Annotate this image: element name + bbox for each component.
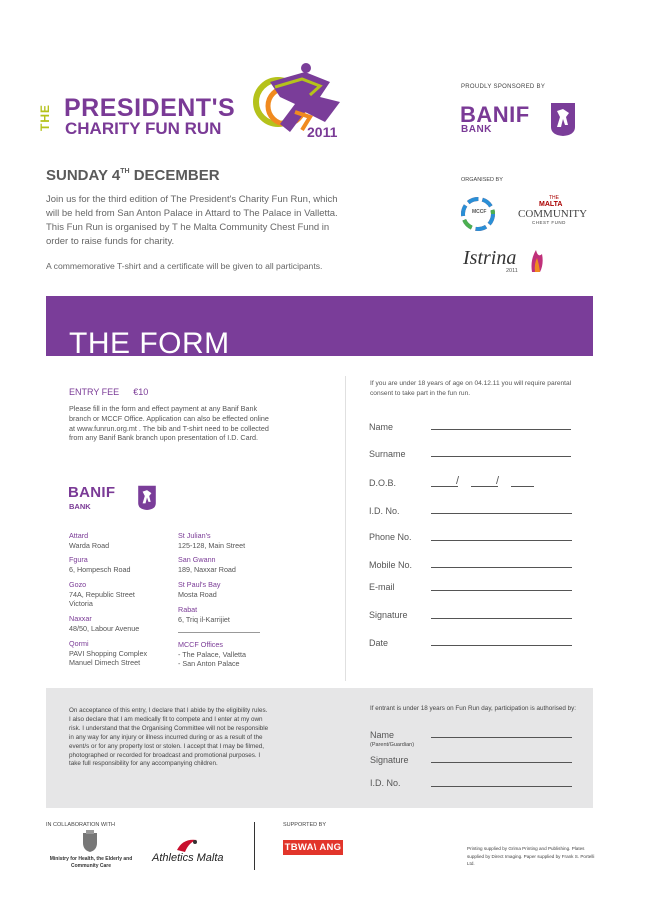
mobile-label: Mobile No. [369, 560, 413, 570]
guardian-id-input-line[interactable] [431, 786, 572, 787]
branch-name: St Paul's Bay [178, 580, 221, 589]
mobile-input-line[interactable] [431, 567, 572, 568]
event-date-prefix: SUNDAY 4 [46, 167, 121, 184]
branch-fgura [69, 555, 131, 574]
name-input-line[interactable] [431, 429, 571, 430]
sponsor-bank-text: BANK [461, 124, 492, 135]
signature-input-line[interactable] [431, 618, 572, 619]
branch-address: 74A, Republic Street [69, 589, 135, 599]
surname-input-line[interactable] [431, 456, 571, 457]
athletics-malta-logo-text: Athletics Malta [152, 852, 224, 864]
branch-address: 48/50, Labour Avenue [69, 623, 140, 633]
form-title: THE FORM [69, 327, 230, 356]
branch-address: 6, Triq il-Karrijiet [178, 614, 230, 624]
event-intro-paragraph: Join us for the third edition of The President's Charity Fun Run, which will be held from San Anton Palace in Attard to The Palace in Valletta. This Fun Run is organised by T he Malta Community Chest Fund in order to raise funds for charity. [46, 194, 338, 247]
collab-label: IN COLLABORATION WITH [46, 822, 115, 828]
branch-st-julians [178, 531, 245, 550]
branch-address: Victoria [69, 599, 93, 608]
branch-address: PAVI Shopping Complex [69, 648, 148, 658]
sponsor-label: PROUDLY SPONSORED BY [461, 84, 546, 90]
branch-st-pauls-bay [178, 580, 221, 599]
guardian-sub-label: (Parent/Guardian) [370, 742, 415, 748]
branch-naxxar [69, 614, 139, 633]
logo-year: 2011 [307, 124, 338, 140]
branches-divider [178, 632, 260, 633]
guardian-auth-note: If entrant is under 18 years on Fun Run day, participation is authorised by: [370, 705, 577, 712]
tbwa-logo: TBWA\ ANG [284, 842, 342, 853]
event-date-sup: TH [120, 168, 130, 175]
surname-label: Surname [369, 449, 406, 459]
phone-input-line[interactable] [431, 540, 572, 541]
branch-address: - San Anton Palace [178, 659, 240, 668]
logo-title-line2: CHARITY FUN RUN [65, 119, 222, 138]
guardian-name-label: Name [370, 730, 395, 740]
malta-crest-icon [80, 829, 100, 853]
istrina-logo-text: Istrina [463, 247, 517, 269]
form-title-band [46, 296, 593, 356]
branch-address: - The Palace, Valletta [178, 649, 247, 659]
branch-name: Gozo [69, 580, 87, 589]
branches-bank-text: BANK [69, 502, 91, 511]
guardian-name-input-line[interactable] [431, 737, 572, 738]
tshirt-note: A commemorative T-shirt and a certificate will be given to all participants. [46, 261, 323, 271]
name-label: Name [369, 422, 394, 432]
branch-address: 189, Naxxar Road [178, 564, 236, 574]
branch-name: San Gwann [178, 555, 216, 564]
branch-address: Manuel Dimech Street [69, 658, 141, 667]
entry-fee [69, 387, 148, 397]
ministry-logo-text: Ministry for Health, the Elderly and Community Care [49, 856, 133, 869]
branch-name: St Julian's [178, 531, 211, 540]
mcf-community-text: COMMUNITY [518, 208, 588, 220]
parental-consent-note: If you are under 18 years of age on 04.12.11 you will require parental consent to take part in the fun run. [370, 380, 572, 397]
dob-day-line[interactable] [431, 486, 458, 487]
branch-name: MCCF Offices [178, 640, 223, 649]
branch-attard [69, 531, 109, 550]
mcf-chest-fund-text: CHEST FUND [532, 220, 566, 225]
id-no-input-line[interactable] [431, 513, 572, 514]
date-input-line[interactable] [431, 645, 572, 646]
mcf-malta-text: MALTA [539, 201, 563, 208]
email-label: E-mail [369, 582, 395, 592]
branch-address: Warda Road [69, 540, 110, 550]
entry-fee-value: €10 [133, 387, 149, 397]
date-label: Date [369, 638, 389, 648]
banif-horse-icon [136, 484, 158, 511]
branch-name: Rabat [178, 605, 198, 614]
sponsor-banif-logo-text: BANIF [460, 102, 530, 127]
email-input-line[interactable] [431, 590, 572, 591]
phone-label: Phone No. [369, 532, 412, 542]
id-no-label: I.D. No. [369, 506, 400, 516]
footer-divider [254, 822, 255, 870]
mcf-the-text: THE [549, 195, 559, 201]
dob-year-line[interactable] [511, 486, 534, 487]
branch-mccf-offices [178, 640, 246, 669]
logo-title-line1: PRESIDENT'S [64, 94, 236, 122]
mccf-label: MCCF [472, 209, 487, 215]
dob-label: D.O.B. [369, 478, 397, 488]
event-date-suffix: DECEMBER [129, 167, 220, 184]
branch-rabat [178, 605, 230, 624]
printing-credits: Printing supplied by Grima Printing and Publishing. Plates supplied by Direct Imaging. Paper supplied by Frank S. Portelli Ltd. [467, 846, 595, 866]
logo-the-word: THE [38, 104, 52, 132]
event-date-heading [46, 167, 220, 184]
column-divider [345, 376, 346, 681]
banif-horse-icon [548, 101, 578, 137]
branches-banif-logo-text: BANIF [68, 484, 116, 501]
guardian-signature-label: Signature [370, 755, 409, 765]
istrina-flame-icon [528, 246, 546, 274]
guardian-id-label: I.D. No. [370, 778, 401, 788]
branch-address: 6, Hompesch Road [69, 564, 131, 574]
organised-label: ORGANISED BY [461, 177, 503, 183]
entry-fee-label: ENTRY FEE [69, 387, 120, 397]
branch-san-gwann [178, 555, 236, 574]
branch-qormi [69, 639, 147, 668]
istrina-year: 2011 [506, 268, 518, 274]
supported-label: SUPPORTED BY [283, 822, 326, 828]
branch-address: 125-128, Main Street [178, 540, 246, 550]
dob-separator: / [456, 475, 460, 487]
signature-label: Signature [369, 610, 408, 620]
branch-address: Mosta Road [178, 589, 217, 599]
branch-gozo [69, 580, 135, 609]
entry-instructions: Please fill in the form and effect payment at any Banif Bank branch or MCCF Office. Application can also be effected online at www.funrun.org.mt . The bib and T-shirt need to be collected from any Banif Bank branch upon presentation of I.D. Card. [69, 404, 269, 443]
guardian-signature-input-line[interactable] [431, 762, 572, 763]
dob-month-line[interactable] [471, 486, 498, 487]
dob-separator: / [496, 475, 500, 487]
branch-name: Qormi [69, 639, 89, 648]
branch-name: Naxxar [69, 614, 92, 623]
branch-name: Fgura [69, 555, 88, 564]
declaration-text: On acceptance of this entry, I declare that I abide by the eligibility rules. I also declare that I am medically fit to compete and I enter at my own risk. I understand that the Organising Committee will not be responsible in any way for any injury or illness incurred during or as a result of the event/s or for any property lost or stolen. I accept that I may be filmed, photographed or recorded for broadcast and promotional purposes. I take full responsibility for any accompanying children. [69, 707, 269, 768]
branch-name: Attard [69, 531, 89, 540]
